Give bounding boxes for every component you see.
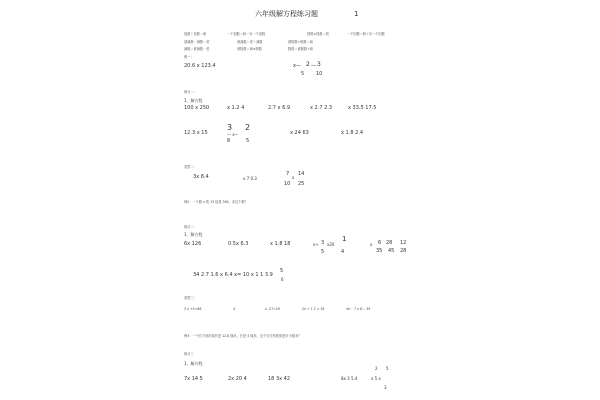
practice2-frac-b-den2: 45 [388,248,395,254]
practice1-eq-6: 12.3 x 15 [184,130,208,136]
formula-minuend: 被减数＝差＋减数 [237,40,263,44]
practice1-eq-1: 100 x 250 [184,105,210,111]
type2-frac-num2: 14 [298,171,305,177]
type3-eq-3: x -27=29 [265,307,280,311]
type3-eq-4: 2x + 1 2 = 26 [302,307,325,311]
practice3-eq-4-num1: 2 [375,366,378,371]
practice3-eq-2: 2x 20 4 [228,376,247,382]
practice2-frac-a-den2: 4 [341,249,345,255]
formula-quotient: 被除数÷除数＝商 [288,40,313,44]
practice2-frac-a-prefix: x÷ [313,242,319,247]
example1-eq2-den2: 10 [316,71,323,77]
practice2-long-eq-num: 5 [280,268,284,274]
practice2-eq-1: 6x 126 [184,241,202,247]
practice1-frac-mid: — x— [227,132,239,137]
type2-frac-mid: x [292,175,295,180]
practice2-frac-b-num1: 6 [378,240,382,246]
page-number: 1 [354,10,359,18]
practice3-eq-4-den: 3 [384,385,387,390]
formula-difference: 被减数－减数＝差 [184,40,210,44]
practice1-eq-8: x 24 63 [290,130,309,136]
type3-eq-2: 4 [233,307,236,311]
type2-heading: 类型二： [184,165,197,169]
practice1-heading: 练习一： [184,90,197,94]
example1-eq1: 20.6 x 123.4 [184,63,216,69]
practice2-eq-2: 0.5x 6.3 [228,241,249,247]
example1-eq2-num2: 3 [317,61,321,68]
practice3-eq-1: 7x 14 5 [184,376,203,382]
practice2-frac-b-den3: 28 [400,248,407,254]
practice2-frac-a-num1: 3 [321,240,325,246]
practice1-eq-3: 2.7 x 6.9 [268,105,291,111]
example1-eq2-den1: 5 [301,71,305,77]
practice1-eq-5: x 33.5 17.5 [348,105,377,111]
practice2-frac-a-den1: 5 [321,249,325,255]
formula-add-sum: 加数＋加数＝和 [184,32,207,36]
practice3-task: 1、解方程 [184,361,203,366]
practice2-eq-3: x 1.8 18 [270,241,291,247]
practice3-eq-4-prefix: 8x 3 5.4 [341,376,358,381]
formula-divisor: 除数＝被除数÷商 [288,47,313,51]
type3-heading: 类型三： [184,296,197,300]
practice1-task: 1、解方程 [184,98,203,103]
example1-eq2-num1: 2 [306,61,310,68]
practice1-eq-4: x 2.7 2.3 [310,105,333,111]
type2-frac-num1: 7 [286,171,290,177]
practice2-long-eq-den: 6 [281,277,284,282]
formula-product: 因数×因数＝积 [307,32,329,36]
formula-factor: 一个因数＝积÷另一个因数 [347,32,385,36]
practice2-frac-b-mid: 28 [386,240,393,246]
formula-subtrahend: 减数＝被减数－差 [184,47,210,51]
practice1-eq-2: x 1.2 4 [227,105,245,111]
practice3-eq-3: 18 3x 42 [268,376,291,382]
practice1-eq-9: x 1.8 2.4 [341,130,364,136]
practice2-frac-b-prefix: x [370,242,373,247]
practice2-frac-b-num2: 12 [400,240,407,246]
type3-eq-5: 4x－ 7 x 8＝ 39 [346,307,371,311]
practice1-frac-num2: 2 [245,123,251,132]
type2-eq-1: 3x 8.4 [193,174,209,180]
practice1-frac-num1: 3 [227,123,233,132]
practice2-frac-a-mid: x20 [327,242,335,247]
practice3-heading: 练习三 [184,352,194,356]
type2-eq-2: x 7 0.3 [243,176,257,181]
practice2-task: 1、解方程 [184,232,203,237]
example1-eq2-mid: — [311,63,316,69]
worksheet-title: 六年级解方程练习题 [255,10,318,18]
example1-heading: 例一： [184,55,194,59]
formula-addend: 一个加数＝和－另一个加数 [227,32,266,36]
example3-text: 例3：一个长方形的周长是 12.8 厘米，长是 4 厘米，这个长方形的宽是多少厘米？ [184,334,302,338]
practice3-eq-4-num2: 5 [386,366,389,371]
type3-eq-1: 3 x +5=68 [184,307,202,311]
practice3-eq-4-mid: x 5 x [371,376,381,381]
practice2-heading: 练习二： [184,225,197,229]
type2-frac-den2: 25 [298,181,305,187]
practice1-frac-den1: 8 [227,138,231,144]
example1-eq2-prefix: x— [293,63,301,69]
formula-dividend: 被除数＝商×除数 [237,47,262,51]
practice1-frac-den2: 5 [246,138,250,144]
type2-frac-den1: 10 [284,181,291,187]
practice2-frac-b-den1: 35 [376,248,383,254]
practice2-frac-a-num2: 1 [342,235,347,243]
example2-text: 例2：一个数 x 的 13 倍是 364，求这个数？ [184,200,248,204]
practice2-long-eq: 34 2.7 1.6 x 6.4 x= 10 x 1 1 3.9 [193,272,273,278]
